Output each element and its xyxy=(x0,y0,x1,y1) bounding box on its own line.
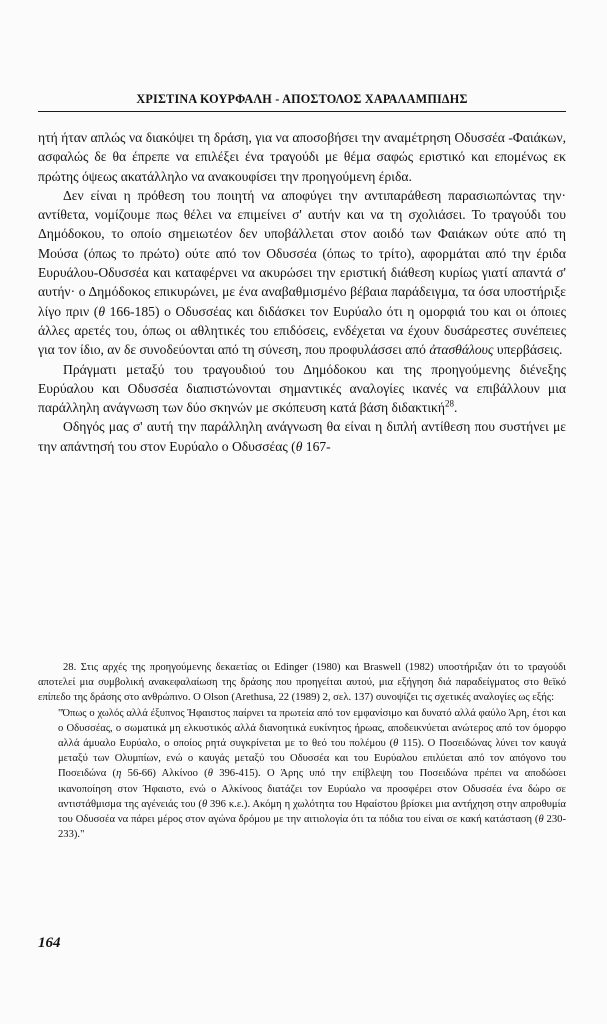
footnote-quote: "Όπως ο χωλός αλλά έξυπνος Ήφαιστος παίρνει τα πρωτεία από τον εμφανίσιμο και δυνατό αλλά φαύλο Άρη, έτσι και ο Οδυσσέας, ο σωματικά μη ελκυστικός αλλά διανοητικά ευκίνητος ήρωας, αποδεικνύεται ανώτερος από τον όμορφο αλλά άμυαλο Ευρύαλο, ο οποίος ρητά συγκρίνεται με το θεό του πολέμου (θ 115). Ο Ποσειδώνας λύνει τον καυγά μεταξύ των Ολυμπίων, ενώ ο καυγάς μεταξύ του Οδυσσέα και του Ευρύαλου επιλύεται από τον απόγονο του Ποσειδώνα (η 56-66) Αλκίνοο (θ 396-415). Ο Άρης υπό την επίβλεψη του Ποσειδώνα πρέπει να αποδώσει ικανοποίηση στον Ήφαιστο, ενώ ο Αλκίνοος διατάζει τον Ευρύαλο να προσφέρει στον Οδυσσέα ένα δώρο σε αντιστάθμισμα της αγένειάς του (θ 396 κ.ε.). Ακόμη η χωλότητα του Ηφαίστου βρίσκει μια αντήχηση στην απροθυμία του Οδυσσέα να πάρει μέρος στον αγώνα δρόμου με την αιτιολογία ότι τα πόδια του είναι σε κακή κατάσταση (θ 230-233)." xyxy=(58,707,566,841)
greek-term: ἀτασθάλους xyxy=(429,342,494,358)
paragraph-1: ητή ήταν απλώς να διακόψει τη δράση, για να αποσοβήσει την αναμέτρηση Οδυσσέα -Φαιάκων, ασφαλώς δε θα έπρεπε να επιλέξει ένα τραγούδι με θέμα σαφώς εριστικό και επομένως εκ πρώτης όψεως ακατάλληλο να ανακουφίσει την προηγούμενη έριδα. xyxy=(38,130,566,184)
footnote-marker[interactable]: 28 xyxy=(445,398,455,409)
book-ref: θ xyxy=(98,303,105,319)
page-number: 164 xyxy=(38,935,61,951)
footnote-28: 28. Στις αρχές της προηγούμενης δεκαετίας οι Edinger (1980) και Braswell (1982) υποστήριξαν ότι το τραγούδι αποτελεί μια συμβολική ανακεφαλαίωση της δράσης που προηγείται αυτού, μια εξήγηση διά παραδείγματος στο θεϊκό επίπεδο της δράσης στο ανθρώπινο. Ο Olson (Arethusa, 22 (1989) 2, σελ. 137) συνοψίζει τις σχετικές αναλογίες ως εξής: xyxy=(38,662,566,704)
paragraph-3: Πράγματι μεταξύ του τραγουδιού του Δημόδοκου και της προηγούμενης διένεξης Ευρύαλου και Οδυσσέα διαπιστώνονται σημαντικές αναλογίες ικανές να επιβάλλουν μια παράλληλη ανάγνωση των δύο σκηνών με σκόπευση κατά βάση διδακτική$^{28}$. xyxy=(38,361,566,416)
footnote-section xyxy=(38,660,566,842)
main-text xyxy=(38,128,566,456)
running-head: ΧΡΙΣΤΙΝΑ ΚΟΥΡΦΑΛΗ - ΑΠΟΣΤΟΛΟΣ ΧΑΡΑΛΑΜΠΙΔΗΣ xyxy=(38,92,566,112)
book-ref: θ xyxy=(295,438,303,454)
paragraph-4: Οδηγός μας σ' αυτή την παράλληλη ανάγνωση θα είναι η διπλή αντίθεση που συστήνει με την απάντησή του στον Ευρύαλο ο Οδυσσέας (θ 167- xyxy=(38,419,566,454)
paragraph-2: Δεν είναι η πρόθεση του ποιητή να αποφύγει την αντιπαράθεση παρασιωπώντας την· αντίθετα, νομίζουμε πως θέλει να επιμείνει σ' αυτήν και να τη σχολιάσει. Το τραγούδι του Δημόδοκου, το οποίο σημειωτέον δεν υποβάλλεται στον αοιδό των Φαιάκων ούτε από τη Μούσα (όπως το πρώτο) ούτε από τον Οδυσσέα (όπως το τρίτο), αφορμάται από την έριδα Ευρυάλου-Οδυσσέα και καταφέρνει να ακυρώσει την εριστική διάθεση κυρίως γιατί απαντά σ' αυτήν· ο Δημόδοκος επικυρώνει, με ένα αναβαθμισμένο βέβαια παράδειγμα, τα όσα υποστήριξε λίγο πριν (θ 166-185) ο Οδυσσέας και διδάσκει τον Ευρύαλο ότι η ομορφιά του και οι όποιες άλλες αρετές του, όπως οι αθλητικές του επιδόσεις, ενδέχεται να έχουν δυσάρεστες συνέπειες για τον ίδιο, αν δε συνοδεύονται από τη σύνεση, που προφυλάσσει από ἀτασθάλους υπερβάσεις. xyxy=(38,187,566,358)
